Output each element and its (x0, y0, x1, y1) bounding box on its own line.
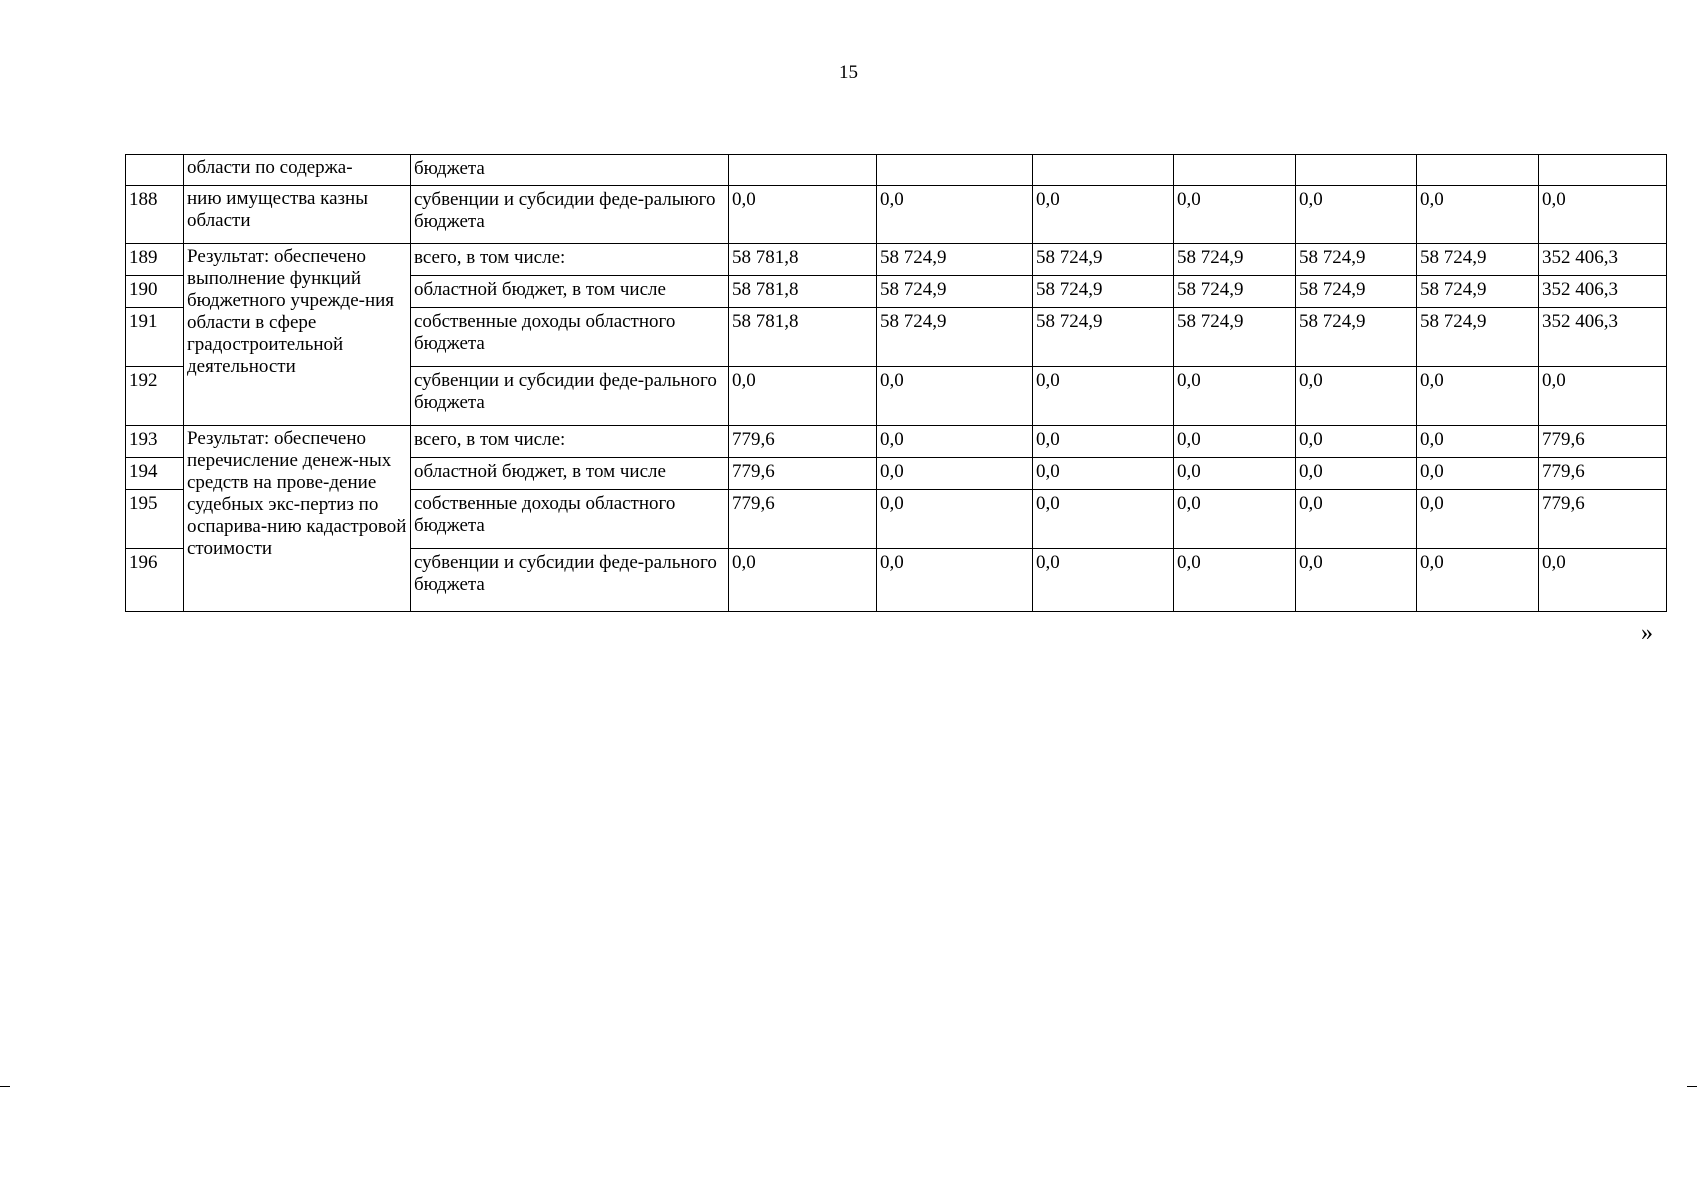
amount-cell: 58 724,9 (1174, 276, 1296, 308)
amount-cell: 58 724,9 (877, 308, 1033, 367)
amount-cell (877, 155, 1033, 186)
amount-cell: 779,6 (729, 458, 877, 490)
amount-cell: 0,0 (1033, 367, 1174, 426)
row-number: 194 (126, 458, 184, 490)
funding-source: областной бюджет, в том числе (411, 458, 729, 490)
amount-cell: 0,0 (1296, 458, 1417, 490)
right-edge-mark (1687, 1086, 1697, 1087)
table-row (126, 426, 1667, 458)
amount-cell (729, 155, 877, 186)
amount-cell: 779,6 (729, 426, 877, 458)
amount-cell: 0,0 (1174, 426, 1296, 458)
funding-source: всего, в том числе: (411, 426, 729, 458)
amount-cell: 0,0 (1296, 490, 1417, 549)
amount-cell: 58 724,9 (877, 276, 1033, 308)
amount-cell: 0,0 (1417, 458, 1539, 490)
amount-cell: 0,0 (1033, 549, 1174, 612)
funding-source: всего, в том числе: (411, 244, 729, 276)
funding-source: субвенции и субсидии феде-рального бюджета (411, 549, 729, 612)
total-cell: 352 406,3 (1539, 244, 1667, 276)
row-number (126, 155, 184, 186)
amount-cell: 58 724,9 (1033, 308, 1174, 367)
amount-cell: 58 724,9 (1174, 244, 1296, 276)
amount-cell: 0,0 (1174, 367, 1296, 426)
amount-cell: 0,0 (1033, 426, 1174, 458)
amount-cell: 0,0 (877, 490, 1033, 549)
funding-source: собственные доходы областного бюджета (411, 308, 729, 367)
amount-cell: 0,0 (877, 426, 1033, 458)
amount-cell: 0,0 (1417, 426, 1539, 458)
amount-cell: 58 724,9 (1296, 308, 1417, 367)
amount-cell: 58 724,9 (1296, 276, 1417, 308)
funding-source: бюджета (411, 155, 729, 186)
amount-cell: 779,6 (729, 490, 877, 549)
amount-cell: 0,0 (1174, 549, 1296, 612)
amount-cell: 0,0 (1033, 186, 1174, 244)
row-number: 196 (126, 549, 184, 612)
amount-cell: 58 724,9 (877, 244, 1033, 276)
row-number: 188 (126, 186, 184, 244)
amount-cell (1174, 155, 1296, 186)
funding-source: собственные доходы областного бюджета (411, 490, 729, 549)
amount-cell: 0,0 (1417, 549, 1539, 612)
left-edge-mark (0, 1086, 10, 1087)
funding-source: субвенции и субсидии феде-ралыюго бюджета (411, 186, 729, 244)
amount-cell: 0,0 (729, 367, 877, 426)
row-number: 195 (126, 490, 184, 549)
amount-cell: 58 781,8 (729, 276, 877, 308)
amount-cell: 58 781,8 (729, 308, 877, 367)
amount-cell: 0,0 (1296, 186, 1417, 244)
amount-cell: 0,0 (877, 458, 1033, 490)
amount-cell: 58 724,9 (1417, 308, 1539, 367)
row-number: 189 (126, 244, 184, 276)
amount-cell: 0,0 (877, 367, 1033, 426)
table-row (126, 155, 1667, 186)
amount-cell: 58 724,9 (1417, 244, 1539, 276)
total-cell: 779,6 (1539, 490, 1667, 549)
amount-cell: 0,0 (1174, 458, 1296, 490)
row-number: 193 (126, 426, 184, 458)
amount-cell: 0,0 (1417, 367, 1539, 426)
total-cell: 779,6 (1539, 426, 1667, 458)
amount-cell: 0,0 (1296, 549, 1417, 612)
amount-cell: 58 724,9 (1033, 244, 1174, 276)
budget-table (125, 154, 1667, 612)
amount-cell: 0,0 (1174, 186, 1296, 244)
total-cell: 0,0 (1539, 367, 1667, 426)
result-description: нию имущества казны области (184, 186, 411, 244)
row-number: 191 (126, 308, 184, 367)
table-row (126, 186, 1667, 244)
amount-cell: 58 724,9 (1174, 308, 1296, 367)
amount-cell: 0,0 (1033, 458, 1174, 490)
amount-cell: 0,0 (877, 186, 1033, 244)
amount-cell: 0,0 (1417, 490, 1539, 549)
total-cell: 352 406,3 (1539, 308, 1667, 367)
amount-cell: 58 724,9 (1296, 244, 1417, 276)
amount-cell (1296, 155, 1417, 186)
funding-source: областной бюджет, в том числе (411, 276, 729, 308)
amount-cell: 0,0 (729, 186, 877, 244)
total-cell: 0,0 (1539, 549, 1667, 612)
amount-cell: 0,0 (1174, 490, 1296, 549)
row-number: 192 (126, 367, 184, 426)
result-description: Результат: обеспечено перечисление денеж-ных средств на прове-дение судебных экс-пертиз по оспарива-нию кадастровой стоимости (184, 426, 411, 612)
amount-cell: 0,0 (1296, 367, 1417, 426)
amount-cell: 0,0 (729, 549, 877, 612)
amount-cell: 0,0 (1296, 426, 1417, 458)
total-cell: 0,0 (1539, 186, 1667, 244)
amount-cell (1417, 155, 1539, 186)
amount-cell (1033, 155, 1174, 186)
amount-cell: 58 724,9 (1033, 276, 1174, 308)
amount-cell: 0,0 (877, 549, 1033, 612)
closing-quote-mark: » (1641, 620, 1653, 646)
amount-cell: 58 724,9 (1417, 276, 1539, 308)
result-description: области по содержа- (184, 155, 411, 186)
amount-cell: 58 781,8 (729, 244, 877, 276)
page-number: 15 (839, 62, 858, 83)
total-cell: 352 406,3 (1539, 276, 1667, 308)
result-description: Результат: обеспечено выполнение функций бюджетного учрежде-ния области в сфере градостроительной деятельности (184, 244, 411, 426)
total-cell (1539, 155, 1667, 186)
amount-cell: 0,0 (1417, 186, 1539, 244)
funding-source: субвенции и субсидии феде-рального бюджета (411, 367, 729, 426)
table-row (126, 244, 1667, 276)
row-number: 190 (126, 276, 184, 308)
total-cell: 779,6 (1539, 458, 1667, 490)
amount-cell: 0,0 (1033, 490, 1174, 549)
